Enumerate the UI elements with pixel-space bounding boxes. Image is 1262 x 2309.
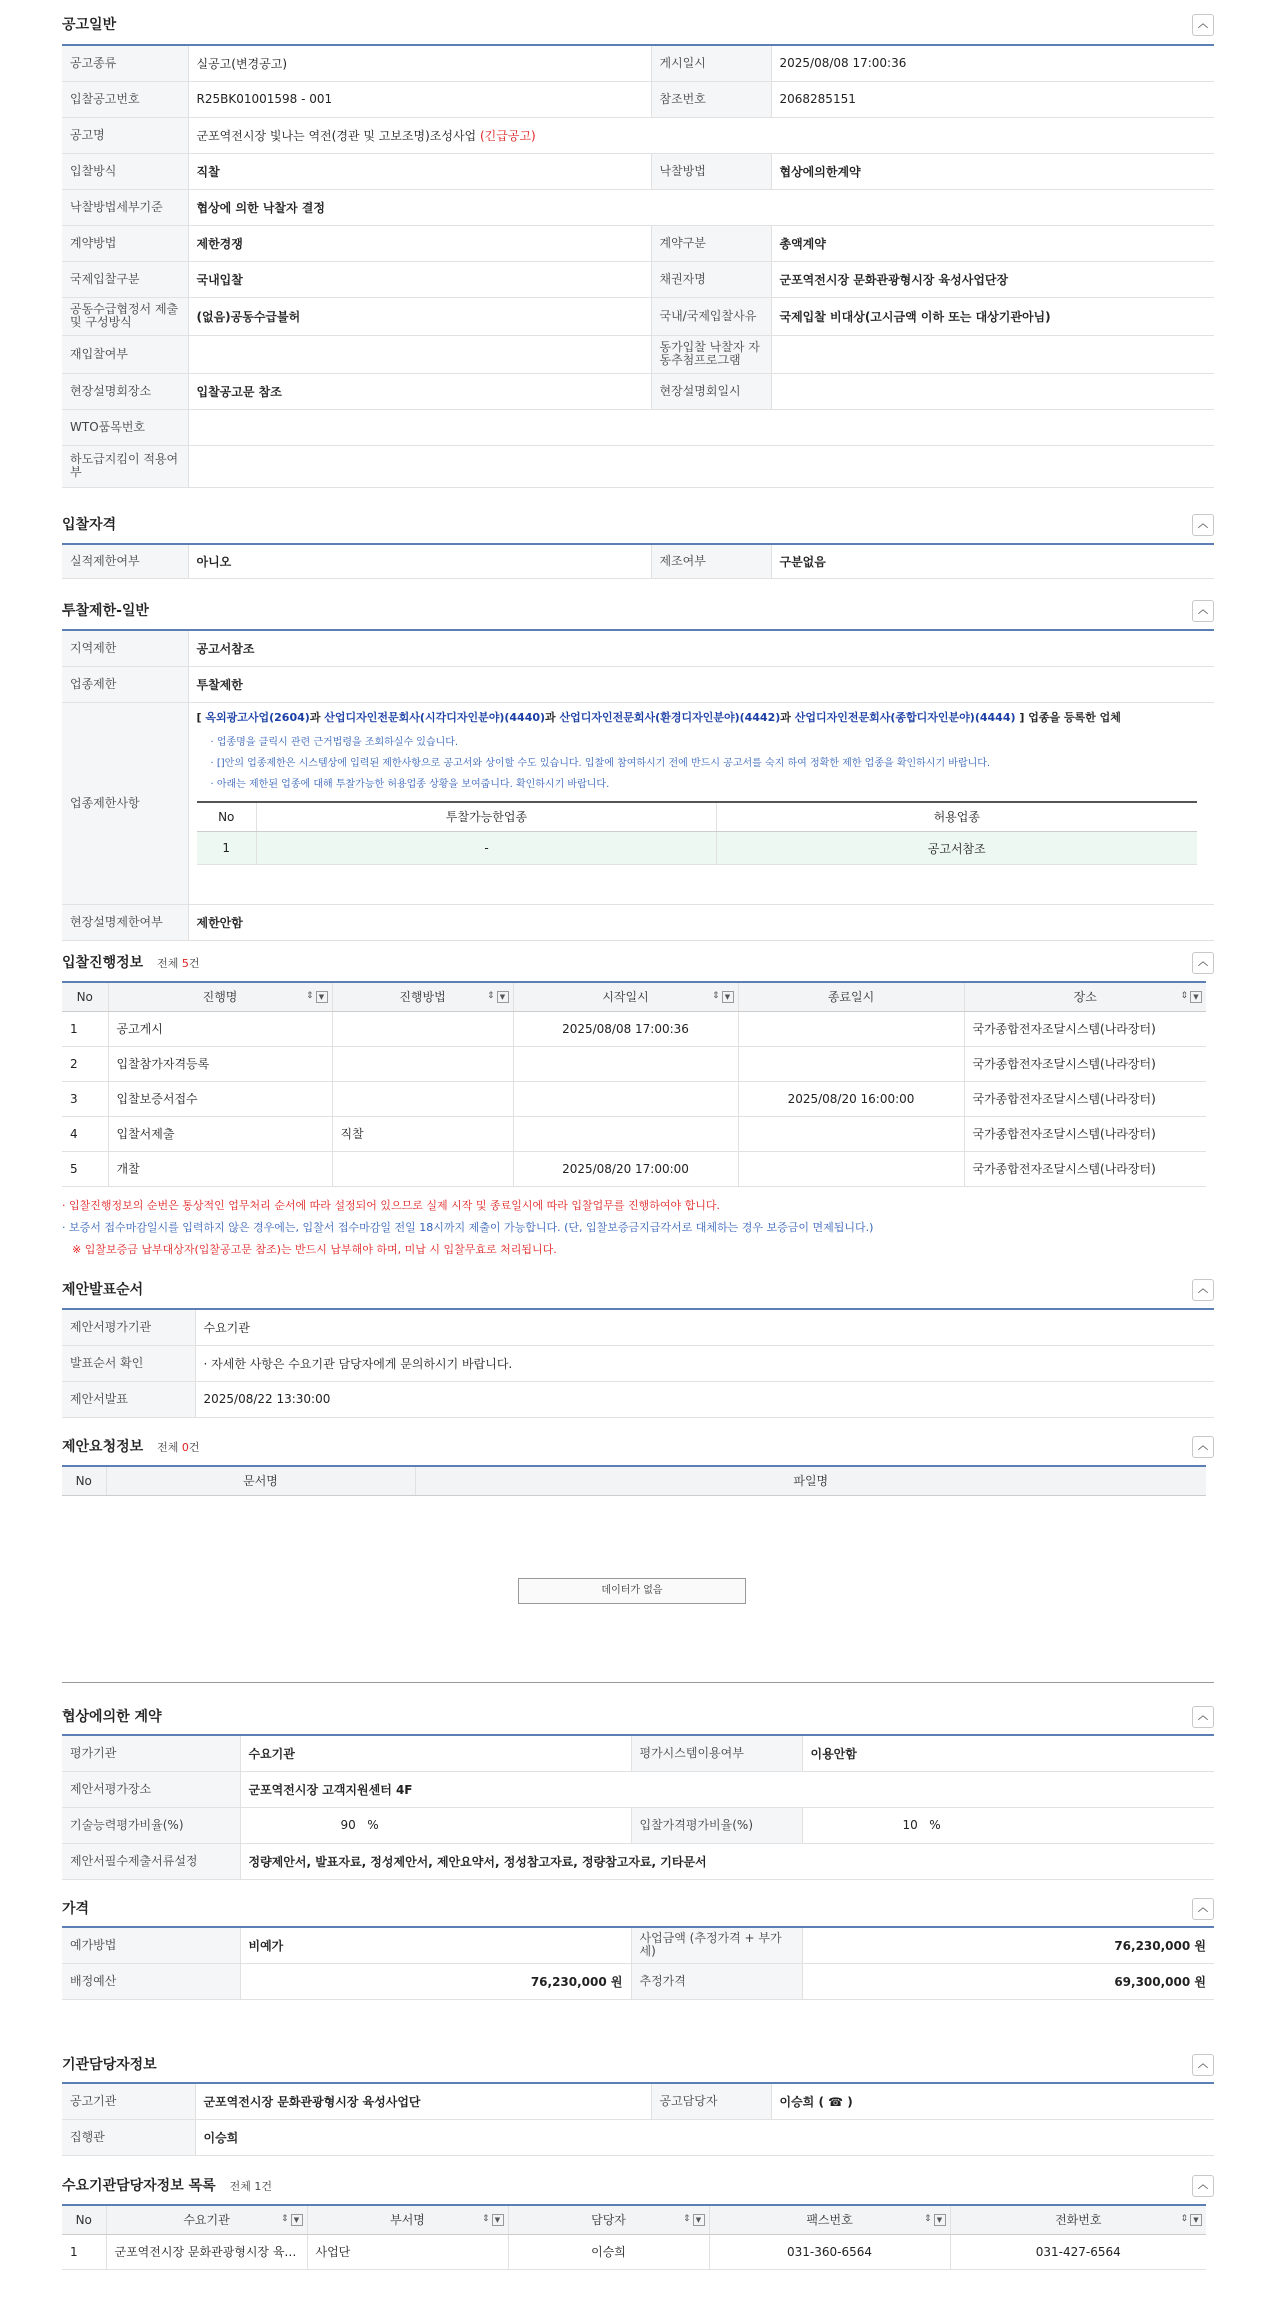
value: · 자세한 사항은 수요기관 담당자에게 문의하시기 바랍니다. xyxy=(195,1345,1214,1381)
chevron-up-icon[interactable]: ︿ xyxy=(1192,2175,1214,2197)
value: 76,230,000 원 xyxy=(802,1927,1214,1963)
value: 제한안함 xyxy=(188,904,1214,940)
value: 실공고(변경공고) xyxy=(188,45,651,81)
request-table xyxy=(62,1465,1206,1496)
value: 국내입찰 xyxy=(188,261,651,297)
table-row: 2 입찰참가자격등록 국가종합전자조달시스템(나라장터) xyxy=(62,1046,1206,1081)
label: 지역제한 xyxy=(62,630,188,666)
value: 수요기관 xyxy=(240,1735,631,1771)
price-table xyxy=(62,1926,1214,2000)
section-restriction xyxy=(62,600,1214,620)
value: 군포역전시장 빛나는 역전(경관 및 고보조명)조성사업 xyxy=(196,128,477,143)
section-price xyxy=(62,1898,1214,1918)
column-header: No xyxy=(197,802,257,832)
value: 투찰제한 xyxy=(188,666,1214,702)
value: 총액계약 xyxy=(771,225,1214,261)
sort-updown-icon[interactable]: ⇕ ▼ xyxy=(1180,2214,1202,2226)
label: 하도급지킴이 적용여부 xyxy=(62,445,188,487)
value: 구분없음 xyxy=(771,544,1214,578)
sort-updown-icon[interactable]: ⇕ ▼ xyxy=(482,2214,504,2226)
table-row: 1 공고게시 2025/08/08 17:00:36 국가종합전자조달시스템(나라장터) xyxy=(62,1011,1206,1046)
value xyxy=(188,335,651,373)
label: 사업금액 (추정가격 + 부가세) xyxy=(631,1927,802,1963)
negotiation-table xyxy=(62,1734,1214,1880)
column-header[interactable]: 팩스번호 ⇕ ▼ xyxy=(709,2205,950,2234)
column-header: No xyxy=(62,2205,106,2234)
table-row: 1 군포역전시장 문화관광형시장 육… 사업단 이승희 031-360-6564 031-427-6564 xyxy=(62,2234,1206,2269)
label: 재입찰여부 xyxy=(62,335,188,373)
value: 군포역전시장 고객지원센터 4F xyxy=(240,1771,1214,1807)
value: 90 % xyxy=(240,1807,631,1843)
column-header: 투찰가능한업종 xyxy=(257,802,717,832)
value: 협상에의한계약 xyxy=(771,153,1214,189)
urgent-tag: (긴급공고) xyxy=(479,128,536,143)
section-qualification xyxy=(62,514,1214,534)
label: 계약구분 xyxy=(651,225,771,261)
column-header[interactable]: 장소 ⇕ ▼ xyxy=(964,982,1206,1011)
label: 입찰공고번호 xyxy=(62,81,188,117)
label: 제안서발표 xyxy=(62,1381,195,1417)
label: 공고명 xyxy=(62,117,188,153)
value: 군포역전시장 문화관광형시장 육성사업단장 xyxy=(771,261,1214,297)
label: 제안서필수제출서류설정 xyxy=(62,1843,240,1879)
filter-dropdown-icon: ▼ xyxy=(722,991,734,1003)
value: 2068285151 xyxy=(771,81,1214,117)
cell: - xyxy=(257,832,717,865)
filter-dropdown-icon: ▼ xyxy=(492,2214,504,2226)
restriction-table xyxy=(62,629,1214,941)
notice-name xyxy=(188,117,1214,153)
label: 참조번호 xyxy=(651,81,771,117)
column-header[interactable]: 전화번호 ⇕ ▼ xyxy=(950,2205,1206,2234)
value: 69,300,000 원 xyxy=(802,1963,1214,1999)
chevron-up-icon[interactable]: ︿ xyxy=(1192,1436,1214,1458)
table-row xyxy=(197,832,1197,865)
filter-dropdown-icon: ▼ xyxy=(497,991,509,1003)
empty-message: 데이터가 없음 xyxy=(518,1578,746,1604)
column-header[interactable]: 담당자 ⇕ ▼ xyxy=(508,2205,709,2234)
column-header: 허용업종 xyxy=(717,802,1197,832)
label: 기술능력평가비율(%) xyxy=(62,1807,240,1843)
conj: 과 xyxy=(309,710,321,724)
cell: 1 xyxy=(197,832,257,865)
filter-dropdown-icon: ▼ xyxy=(934,2214,946,2226)
label: 평가기관 xyxy=(62,1735,240,1771)
label: 입찰가격평가비율(%) xyxy=(631,1807,802,1843)
label: 공고기관 xyxy=(62,2083,195,2119)
sort-updown-icon[interactable]: ⇕ ▼ xyxy=(712,991,734,1003)
section-title: 기관담당자정보 xyxy=(62,2057,157,2073)
allowed-industry-table xyxy=(197,801,1197,866)
section-title: 입찰자격 xyxy=(62,517,117,533)
industry-link[interactable]: 산업디자인전문회사(종합디자인분야)(4444) xyxy=(794,710,1016,724)
section-negotiation xyxy=(62,1706,1214,1726)
chevron-up-icon[interactable]: ︿ xyxy=(1192,14,1214,36)
agency-table xyxy=(62,2082,1214,2156)
label: 입찰방식 xyxy=(62,153,188,189)
chevron-up-icon[interactable]: ︿ xyxy=(1192,600,1214,622)
column-header[interactable]: 수요기관 ⇕ ▼ xyxy=(106,2205,307,2234)
progress-note: ※ 입찰보증금 납부대상자(입찰공고문 참조)는 반드시 납부해야 하며, 미납 시 입찰무효로 처리됩니다. xyxy=(72,1243,557,1256)
column-header[interactable]: 진행방법 ⇕ ▼ xyxy=(332,982,513,1011)
progress-table xyxy=(62,981,1206,1187)
qualification-table xyxy=(62,543,1214,579)
sort-updown-icon[interactable]: ⇕ ▼ xyxy=(281,2214,303,2226)
label: 국제입찰구분 xyxy=(62,261,188,297)
section-title: 투찰제한-일반 xyxy=(62,603,149,619)
label: 게시일시 xyxy=(651,45,771,81)
divider xyxy=(62,1682,1214,1683)
filter-dropdown-icon: ▼ xyxy=(291,2214,303,2226)
value xyxy=(771,335,1214,373)
column-header[interactable]: 종료일시 xyxy=(738,982,964,1011)
sort-updown-icon[interactable]: ⇕ ▼ xyxy=(924,2214,946,2226)
table-row: 3 입찰보증서접수 2025/08/20 16:00:00 국가종합전자조달시스템(나라장터) xyxy=(62,1081,1206,1116)
chevron-up-icon[interactable]: ︿ xyxy=(1192,1706,1214,1728)
label: 국내/국제입찰사유 xyxy=(651,297,771,335)
value: 군포역전시장 문화관광형시장 육성사업단 xyxy=(195,2083,651,2119)
value: 이용안함 xyxy=(802,1735,1214,1771)
value: 직찰 xyxy=(188,153,651,189)
industry-link[interactable]: 산업디자인전문회사(환경디자인분야)(4442) xyxy=(559,710,781,724)
total-count: 전체 1건 xyxy=(229,2180,273,2193)
label: 동가입찰 낙찰자 자동추첨프로그램 xyxy=(651,335,771,373)
value: 비예가 xyxy=(240,1927,631,1963)
value: 10 % xyxy=(802,1807,1214,1843)
label: 현장설명회장소 xyxy=(62,373,188,409)
column-header: 문서명 xyxy=(106,1466,415,1495)
section-title: 가격 xyxy=(62,1901,90,1917)
label: 낙찰방법세부기준 xyxy=(62,189,188,225)
sort-updown-icon[interactable]: ⇕ ▼ xyxy=(683,2214,705,2226)
note-text: 업종명을 클릭시 관련 근거법령을 조회하실수 있습니다. xyxy=(216,736,459,748)
chevron-up-icon[interactable]: ︿ xyxy=(1192,514,1214,536)
column-header: No xyxy=(62,982,108,1011)
value: 2025/08/22 13:30:00 xyxy=(195,1381,1214,1417)
sort-updown-icon[interactable]: ⇕ ▼ xyxy=(1180,991,1202,1003)
label: 현장설명회일시 xyxy=(651,373,771,409)
section-title: 제안발표순서 xyxy=(62,1282,144,1298)
chevron-up-icon[interactable]: ︿ xyxy=(1192,952,1214,974)
label: 낙찰방법 xyxy=(651,153,771,189)
value xyxy=(771,373,1214,409)
section-presentation xyxy=(62,1279,1214,1299)
table-row: 5 개찰 2025/08/20 17:00:00 국가종합전자조달시스템(나라장터) xyxy=(62,1151,1206,1186)
label: 제안서평가장소 xyxy=(62,1771,240,1807)
section-general xyxy=(62,14,1214,34)
section-title: 제안요청정보 xyxy=(62,1439,144,1455)
bracket-suffix: ] 업종을 등록한 업체 xyxy=(1019,710,1121,724)
label: 공고담당자 xyxy=(651,2083,771,2119)
label: WTO품목번호 xyxy=(62,409,188,445)
section-title: 공고일반 xyxy=(62,17,117,33)
label: 채권자명 xyxy=(651,261,771,297)
section-title: 입찰진행정보 xyxy=(62,955,144,971)
industry-link[interactable]: 옥외광고사업(2604) xyxy=(205,710,310,724)
table-row: 4 입찰서제출 직찰 국가종합전자조달시스템(나라장터) xyxy=(62,1116,1206,1151)
label: 평가시스템이용여부 xyxy=(631,1735,802,1771)
filter-dropdown-icon: ▼ xyxy=(1190,991,1202,1003)
filter-dropdown-icon: ▼ xyxy=(1190,2214,1202,2226)
label: 계약방법 xyxy=(62,225,188,261)
section-agency xyxy=(62,2054,1214,2074)
value: 76,230,000 원 xyxy=(240,1963,631,1999)
chevron-up-icon[interactable]: ︿ xyxy=(1192,2054,1214,2076)
value: 이승희 ( ☎ ) xyxy=(771,2083,1214,2119)
filter-dropdown-icon: ▼ xyxy=(316,991,328,1003)
column-header: 파일명 xyxy=(415,1466,1206,1495)
note-text: []안의 업종제한은 시스템상에 입력된 제한사항으로 공고서와 상이할 수도 있습니다. 입찰에 참여하시기 전에 반드시 공고서를 숙지 하여 정확한 제한 업종을 확인하시기 바랍니다. xyxy=(216,757,991,769)
section-title: 협상에의한 계약 xyxy=(62,1709,162,1725)
value: 정량제안서, 발표자료, 정성제안서, 제안요약서, 정성참고자료, 정량참고자료, 기타문서 xyxy=(240,1843,1214,1879)
progress-note: · 보증서 접수마감일시를 입력하지 않은 경우에는, 입찰서 접수마감일 전일 18시까지 제출이 가능합니다. (단, 입찰보증금지급각서로 대체하는 경우 보증금이 면제됩니다.) xyxy=(62,1221,874,1234)
sort-updown-icon[interactable]: ⇕ ▼ xyxy=(487,991,509,1003)
label: 실적제한여부 xyxy=(62,544,188,578)
column-header[interactable]: 부서명 ⇕ ▼ xyxy=(307,2205,508,2234)
value: 입찰공고문 참조 xyxy=(188,373,651,409)
label: 배정예산 xyxy=(62,1963,240,1999)
label: 업종제한사항 xyxy=(62,702,188,904)
label: 공고종류 xyxy=(62,45,188,81)
label: 공동수급협정서 제출 및 구성방식 xyxy=(62,297,188,335)
label: 예가방법 xyxy=(62,1927,240,1963)
section-title: 수요기관담당자정보 목록 xyxy=(62,2178,216,2194)
cell: 공고서참조 xyxy=(717,832,1197,865)
value: R25BK01001598 - 001 xyxy=(188,81,651,117)
conj: 과 xyxy=(545,710,556,724)
bracket: [ xyxy=(196,710,202,724)
industry-link[interactable]: 산업디자인전문회사(시각디자인분야)(4440) xyxy=(324,710,546,724)
total-count: 전체 0건 xyxy=(157,1441,200,1454)
conj: 과 xyxy=(780,710,791,724)
value: 제한경쟁 xyxy=(188,225,651,261)
section-demand xyxy=(62,2175,1214,2195)
label: 발표순서 확인 xyxy=(62,1345,195,1381)
section-progress xyxy=(62,952,1214,972)
label: 제안서평가기관 xyxy=(62,1309,195,1345)
industry-detail: [ 옥외광고사업(2604)과 산업디자인전문회사(시각디자인분야)(4440)과 산업디자인전문회사(환경디자인분야)(4442)과 산업디자인전문회사(종합디자인분야)(4444) ] 업종을 등록한 업체 · 업종명을 클릭시 관련 근거법령을 조회하실수 있습니다. · []안의 업종제한은 시스템상에 입력된 제한사항으로 공고서와 상이할 수도 있습니다. 입찰에 참여하시기 전에 반드시 공고서를 숙지 하여 정확한 제한 업종을 확인하시기 바랍니다. · 아래는 제한된 업종에 대해 투찰가능한 허용업종 상황을 보여줍니다. 확인하시기 바랍니다. No 투찰가능한업종 허용업종 1 - 공고서참조 xyxy=(188,702,1214,904)
presentation-table xyxy=(62,1308,1214,1418)
total-count: 전체 5건 xyxy=(157,957,200,970)
note-text: 아래는 제한된 업종에 대해 투찰가능한 허용업종 상황을 보여줍니다. 확인하시기 바랍니다. xyxy=(216,778,610,790)
label: 추정가격 xyxy=(631,1963,802,1999)
general-table xyxy=(62,44,1214,488)
label: 현장설명제한여부 xyxy=(62,904,188,940)
value: 2025/08/08 17:00:36 xyxy=(771,45,1214,81)
value: 수요기관 xyxy=(195,1309,1214,1345)
section-request xyxy=(62,1436,1214,1456)
value: 이승희 xyxy=(195,2119,1214,2155)
value: 공고서참조 xyxy=(188,630,1214,666)
column-header[interactable]: 진행명 ⇕ ▼ xyxy=(108,982,332,1011)
value: 아니오 xyxy=(188,544,651,578)
column-header: No xyxy=(62,1466,106,1495)
chevron-up-icon[interactable]: ︿ xyxy=(1192,1279,1214,1301)
value: (없음)공동수급불허 xyxy=(188,297,651,335)
value: 국제입찰 비대상(고시금액 이하 또는 대상기관아님) xyxy=(771,297,1214,335)
chevron-up-icon[interactable]: ︿ xyxy=(1192,1898,1214,1920)
value xyxy=(188,445,1214,487)
sort-updown-icon[interactable]: ⇕ ▼ xyxy=(306,991,328,1003)
value: 협상에 의한 낙찰자 결정 xyxy=(188,189,1214,225)
value xyxy=(188,409,1214,445)
filter-dropdown-icon: ▼ xyxy=(693,2214,705,2226)
label: 집행관 xyxy=(62,2119,195,2155)
column-header[interactable]: 시작일시 ⇕ ▼ xyxy=(513,982,738,1011)
label: 업종제한 xyxy=(62,666,188,702)
demand-table xyxy=(62,2204,1206,2270)
progress-note: · 입찰진행정보의 순번은 통상적인 업무처리 순서에 따라 설정되어 있으므로 실제 시작 및 종료일시에 따라 입찰업무를 진행하여야 합니다. xyxy=(62,1199,720,1212)
label: 제조여부 xyxy=(651,544,771,578)
